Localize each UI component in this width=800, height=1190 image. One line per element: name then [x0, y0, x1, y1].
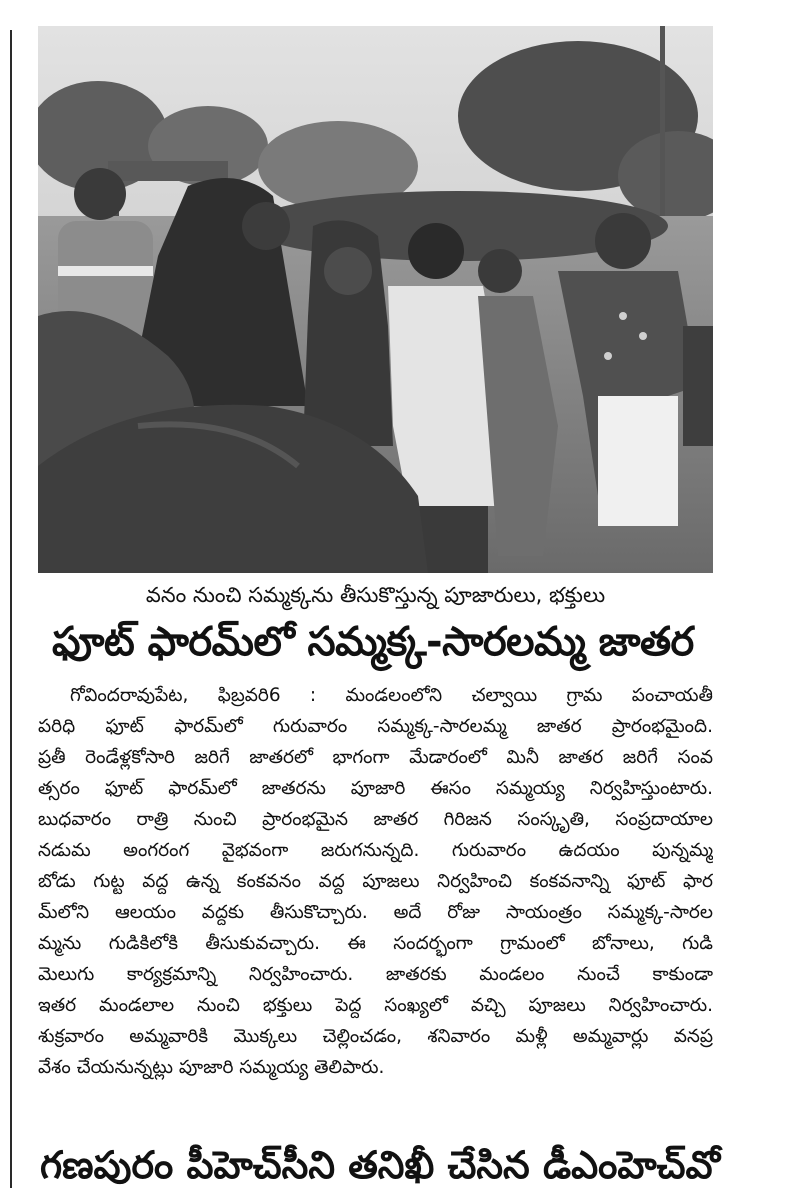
article-line: బోడు గుట్ట వద్ద ఉన్న కంకవనం వద్ద పూజలు నిర్వహించి కంకవనాన్ని ఫూట్ ఫార — [38, 871, 713, 892]
article-line: మ్‌లోని ఆలయం వద్దకు తీసుకొచ్చారు. అదే రోజు సాయంత్రం సమ్మక్క-సారల — [38, 902, 713, 923]
article-line: త్సరం ఫూట్ ఫారమ్‌లో జాతరను పూజారి ఈసం సమ్మయ్య నిర్వహిస్తుంటారు. — [38, 778, 713, 799]
article-line: నడుమ అంగరంగ వైభవంగా జరుగనున్నది. గురువారం ఉదయం పున్నమ్మ — [38, 840, 713, 861]
article-line: వేశం చేయనున్నట్లు పూజారి సమ్మయ్య తెలిపారు. — [38, 1057, 385, 1078]
news-photo-image — [38, 26, 713, 573]
article-line: మ్మను గుడికిలోకి తీసుకువచ్చారు. ఈ సందర్భంగా గ్రామంలో బోనాలు, గుడి — [38, 933, 713, 954]
article-line: బుధవారం రాత్రి నుంచి ప్రారంభమైన జాతర గిరిజన సంస్కృతి, సంప్రదాయాల — [38, 809, 713, 830]
article-body — [38, 680, 713, 1083]
photo-caption: వనం నుంచి సమ్మక్కను తీసుకొస్తున్న పూజారులు, భక్తులు — [145, 583, 606, 607]
article-line: పరిధి ఫూట్ ఫారమ్‌లో గురువారం సమ్మక్క-సారలమ్మ జాతర ప్రారంభమైంది. — [38, 716, 713, 737]
article-line: గోవిందరావుపేట, ఫిబ్రవరి6 : మండలంలోని చల్వాయి గ్రామ పంచాయతీ — [70, 685, 713, 706]
article-line: ప్రతీ రెండేళ్లకోసారి జరిగే జాతరలో భాగంగా మేడారంలో మినీ జాతర జరిగే సంవ — [38, 747, 713, 768]
article-headline: ఫూట్ ఫారమ్‌లో సమ్మక్క-సారలమ్మ జాతర — [52, 619, 694, 665]
next-article-headline: గణపురం పీహెచ్‌సీని తనిఖీ చేసిన డీఎంహెచ్‌వో — [40, 1143, 720, 1187]
column-rule — [10, 30, 12, 1188]
article-line: ఇతర మండలాల నుంచి భక్తులు పెద్ద సంఖ్యలో వచ్చి పూజలు నిర్వహించారు. — [38, 995, 713, 1016]
article-line: శుక్రవారం అమ్మవారికి మొక్కలు చెల్లించడం, శనివారం మళ్లీ అమ్మవార్లు వనప్ర — [38, 1026, 713, 1047]
news-photo — [38, 26, 713, 573]
article-line: మెలుగు కార్యక్రమాన్ని నిర్వహించారు. జాతరకు మండలం నుంచే కాకుండా — [38, 964, 713, 985]
